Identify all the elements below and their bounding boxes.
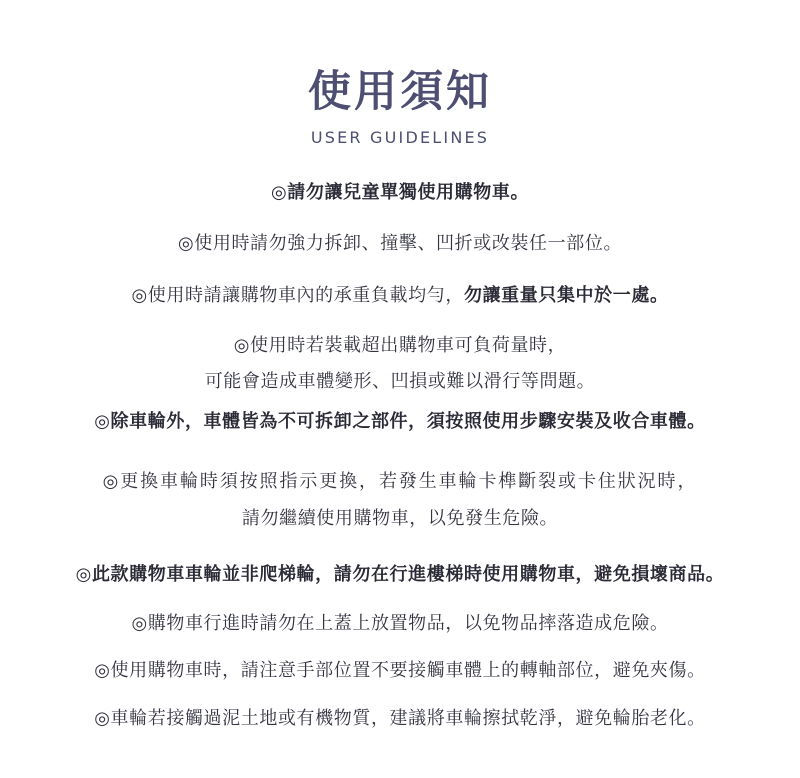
page-subtitle: USER GUIDELINES [310, 128, 490, 147]
guideline-6-line-1: ◎更換車輪時須按照指示更換，若發生車輪卡榫斷裂或卡住狀況時， [102, 471, 698, 492]
page-title: 使用須知 [308, 67, 492, 117]
guideline-2: ◎使用時請勿強力拆卸、撞擊、凹折或改裝任一部位。 [177, 233, 623, 254]
guideline-9: ◎使用購物車時，請注意手部位置不要接觸車體上的轉軸部位，避免夾傷。 [94, 660, 706, 681]
guideline-10: ◎車輪若接觸過泥土地或有機物質，建議將車輪擦拭乾淨，避免輪胎老化。 [94, 708, 706, 729]
guideline-3-emphasis: 勿讓重量只集中於一處。 [463, 285, 669, 306]
guideline-3 [0, 283, 800, 309]
guideline-7: ◎此款購物車車輪並非爬梯輪，請勿在行進樓梯時使用購物車，避免損壞商品。 [75, 564, 725, 585]
guideline-8: ◎購物車行進時請勿在上蓋上放置物品，以免物品摔落造成危險。 [131, 613, 669, 634]
guideline-1: ◎請勿讓兒童單獨使用購物車。 [270, 182, 530, 203]
guideline-4-line-1: ◎使用時若裝載超出購物車可負荷量時， [233, 335, 567, 356]
guideline-6-line-2: 請勿繼續使用購物車，以免發生危險。 [241, 508, 559, 529]
guideline-3-normal: ◎使用時請讓購物車內的承重負載均勻， [131, 285, 464, 306]
guideline-5: ◎除車輪外，車體皆為不可拆卸之部件，須按照使用步驟安裝及收合車體。 [94, 411, 706, 432]
guideline-4-line-2: 可能會造成車體變形、凹損或難以滑行等問題。 [204, 371, 596, 392]
